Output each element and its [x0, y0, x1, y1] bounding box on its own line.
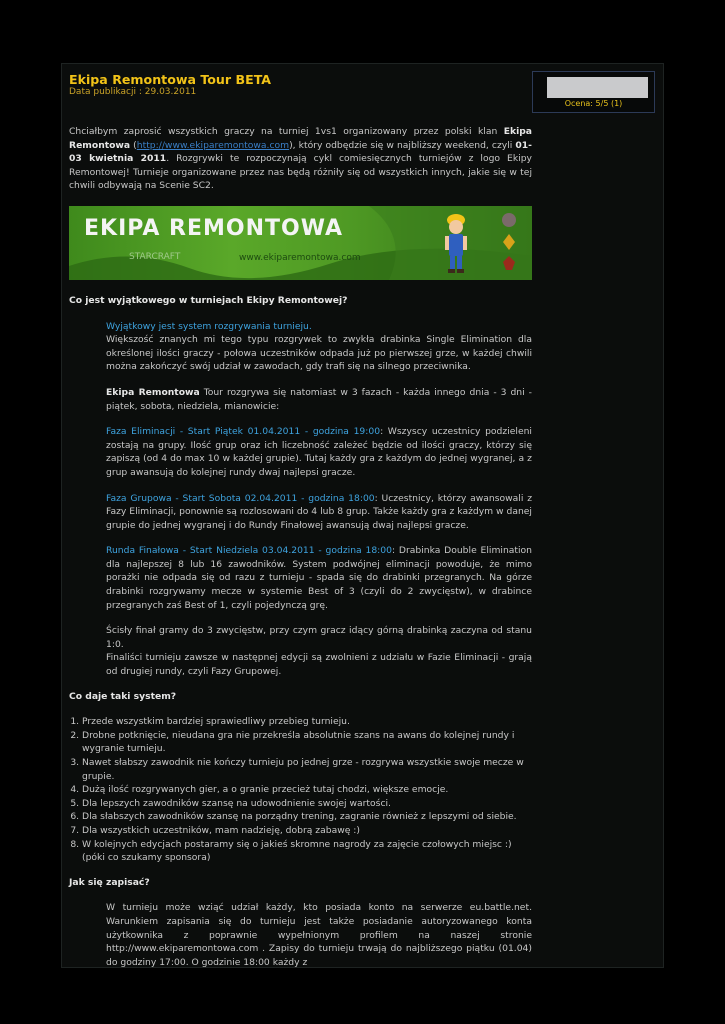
tournament-dates: 01-03 kwietnia 2011 — [69, 139, 532, 165]
benefits-list — [69, 715, 532, 865]
clan-banner-image — [69, 206, 532, 280]
phase-finals: Runda Finałowa - Start Niedziela 03.04.2011 - godzina 18:00: Drabinka Double Elimination dla najlepszej 8 lub 16 zawodników. System podwójnej eliminacji powoduje, że mimo porażki nie odpada się od razu z turnieju - spada się do drabinki przegranych. Na górze drabinki rozgrywamy mecze w systemie Best of 3 (czyli do 2 zwycięstw), w drabince przegranych zaś Best of 1, czyli pojedynczą grę. — [106, 545, 532, 611]
article-content — [69, 125, 532, 968]
list-item: 2. Drobne potknięcie, nieudana gra nie przekreśla absolutnie szans na awans do kolejnej rundy i wygranie turnieju. — [82, 729, 532, 756]
banner-title: EKIPA REMONTOWA — [84, 215, 344, 241]
article-panel — [61, 63, 664, 968]
single-elim-paragraph: Większość znanych mi tego typu rozgrywek to zwykła drabinka Single Elimination dla określonej ilości graczy - połowa uczestników odpada już po pierwszej grze, w każdej chwili można zakończyć swój udział w zawodach, gdy trafi się na silnego przeciwnika. — [106, 334, 532, 373]
list-item: 4. Dużą ilość rozgrywanych gier, a o granie przecież tutaj chodzi, większe emocje. — [82, 783, 532, 797]
signup-paragraph: W turnieju może wziąć udział każdy, kto posiada konto na serwerze eu.battle.net. Warunkiem zapisania się do turnieju jest także posiadanie autoryzowanego konta użytkownika z poprawnie wypełnionym profilem na naszej stronie http://www.ekiparemontowa.com . Zapisy do turnieju trwają do najbliższego piątku (01.04) do godziny 17:00. O godzinie 18:00 każdy z — [106, 902, 532, 968]
list-item: 3. Nawet słabszy zawodnik nie kończy turnieju po jednej grze - rozgrywa wszystkie swoje mecze w grupie. — [82, 756, 532, 783]
rating-bar[interactable] — [547, 77, 648, 98]
phase-eliminations: Faza Eliminacji - Start Piątek 01.04.2011 - godzina 19:00: Wszyscy uczestnicy podzieleni zostają na grupy. Ilość grup oraz ich liczebność zależeć będzie od ilości graczy, którzy się zapiszą (od 4 do max 10 w każdej grupie). Tutaj każdy gra z każdym do jednej wygranej, a z grup awansują do kolejnej rundy dwaj najlepsi gracze. — [106, 426, 532, 478]
grand-final-paragraph: Ścisły finał gramy do 3 zwycięstw, przy czym gracz idący górną drabinką zaczyna od stanu 1:0. — [106, 625, 532, 650]
list-item: 8. W kolejnych edycjach postaramy się o jakieś skromne nagrody za zajęcie czołowych miejsc :) (póki co szukamy sponsora) — [82, 838, 532, 865]
banner-url: www.ekiparemontowa.com — [239, 252, 361, 263]
section-heading-signup: Jak się zapisać? — [69, 876, 150, 888]
finalists-paragraph: Finaliści turnieju zawsze w następnej edycji są zwolnieni z udziału w Fazie Eliminacji - grają od drugiej rundy, czyli Fazy Grupowej. — [106, 652, 532, 678]
banner-starcraft-logo: STARCRAFT — [129, 251, 181, 262]
section-heading-unique: Co jest wyjątkowego w turniejach Ekipy Remontowej? — [69, 294, 348, 306]
system-lead: Wyjątkowy jest system rozgrywania turnieju. — [106, 320, 312, 332]
intro-paragraph: Chciałbym zaprosić wszystkich graczy na turniej 1vs1 organizowany przez polski klan Ekipa Remontowa (http://www.ekiparemontowa.com), który odbędzie się w najbliższy weekend, czyli 01-03 kwietnia 2011. Rozgrywki te rozpoczynają cykl comiesięcznych turniejów z logo Ekipy Remontowej! Turnieje organizowane przez nas będą różniły się od wszystkich innych, jakie się w tej chwili odbywają na Scenie SC2. — [69, 126, 532, 192]
list-item: 6. Dla słabszych zawodników szansę na porządny trening, zagranie również z lepszymi od siebie. — [82, 810, 532, 824]
article-title: Ekipa Remontowa Tour BETA — [69, 72, 272, 87]
list-item: 5. Dla lepszych zawodników szansę na udowodnienie swojej wartości. — [82, 797, 532, 811]
list-item: 7. Dla wszystkich uczestników, mam nadzieję, dobrą zabawę :) — [82, 824, 532, 838]
list-item: 1. Przede wszystkim bardziej sprawiedliwy przebieg turnieju. — [82, 715, 532, 729]
section-heading-benefits: Co daje taki system? — [69, 690, 177, 702]
clan-name: Ekipa Remontowa — [69, 126, 532, 151]
rating-widget — [532, 71, 655, 113]
race-emblems-icon — [499, 210, 519, 276]
publication-date: Data publikacji : 29.03.2011 — [69, 87, 197, 97]
rating-text: Ocena: 5/5 (1) — [564, 99, 623, 108]
clan-website-link[interactable]: http://www.ekiparemontowa.com — [136, 139, 290, 151]
phases-intro-paragraph: Ekipa Remontowa Tour rozgrywa się natomiast w 3 fazach - każda innego dnia - 3 dni - piątek, sobota, niedziela, mianowicie: — [106, 386, 532, 412]
worker-mascot-icon — [441, 210, 471, 276]
phase-groups: Faza Grupowa - Start Sobota 02.04.2011 - godzina 18:00: Uczestnicy, którzy awansowali z Fazy Eliminacji, ponownie są rozlosowani do 4 lub 8 grup. Także każdy gra z każdym w danej grupie do jednej wygranej i do Rundy Finałowej awansują dwaj najlepsi gracze. — [106, 492, 533, 531]
